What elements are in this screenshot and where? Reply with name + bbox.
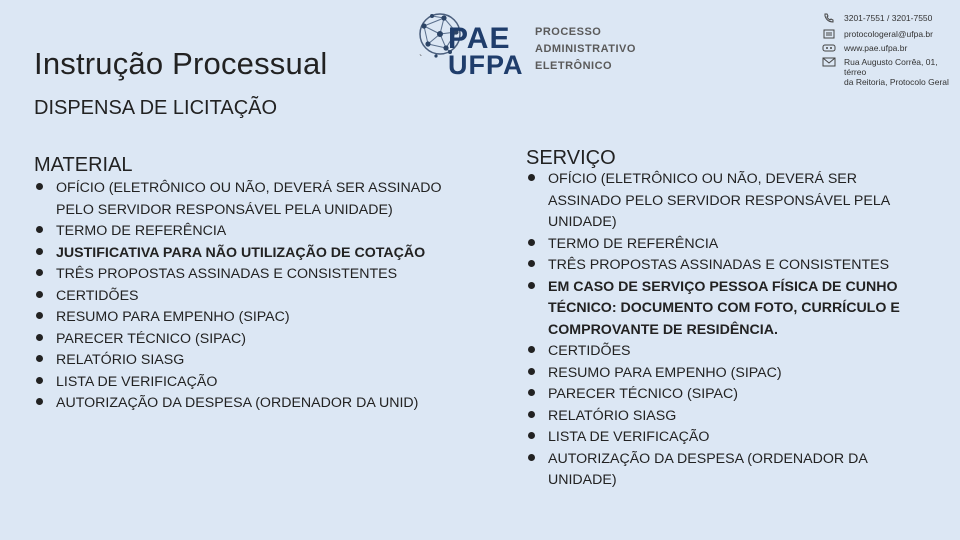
material-list-item: OFÍCIO (ELETRÔNICO OU NÃO, DEVERÁ SER ASSINADO PELO SERVIDOR RESPONSÁVEL PELA UNIDADE) [34, 178, 464, 221]
logo-pae-text: PAE [448, 22, 511, 55]
web-icon [822, 43, 836, 53]
material-list-item: AUTORIZAÇÃO DA DESPESA (ORDENADOR DA UNID) [34, 393, 464, 415]
contact-site [822, 43, 907, 53]
servico-list-item: AUTORIZAÇÃO DA DESPESA (ORDENADOR DA UNIDADE) [526, 449, 926, 492]
servico-list-item: EM CASO DE SERVIÇO PESSOA FÍSICA DE CUNHO TÉCNICO: DOCUMENTO COM FOTO, CURRÍCULO E COMPROVANTE DE RESIDÊNCIA. [526, 277, 926, 342]
logo-sub-3: ELETRÔNICO [535, 60, 613, 72]
servico-list-item: OFÍCIO (ELETRÔNICO OU NÃO, DEVERÁ SER ASSINADO PELO SERVIDOR RESPONSÁVEL PELA UNIDADE) [526, 169, 926, 234]
page-title: Instrução Processual [34, 46, 328, 81]
servico-list-item: CERTIDÕES [526, 341, 926, 363]
contact-site-text: www.pae.ufpa.br [844, 43, 908, 53]
logo-sub-1: PROCESSO [535, 26, 602, 38]
email-icon [822, 29, 836, 39]
servico-heading: SERVIÇO [526, 147, 616, 169]
servico-list-item: LISTA DE VERIFICAÇÃO [526, 427, 926, 449]
material-list-item: CERTIDÕES [34, 286, 464, 308]
contact-phone-text: 3201-7551 / 3201-7550 [844, 13, 933, 23]
contact-address-line1: Rua Augusto Corrêa, 01, térreo [844, 57, 938, 77]
phone-icon [822, 13, 836, 23]
contact-email-text: protocologeral@ufpa.br [844, 29, 933, 39]
contact-address-line2: da Reitoria, Protocolo Geral [844, 77, 949, 87]
servico-list [526, 169, 926, 492]
servico-list-item: RELATÓRIO SIASG [526, 406, 926, 428]
contact-address [822, 57, 958, 87]
page-subtitle: DISPENSA DE LICITAÇÃO [34, 97, 278, 119]
servico-list-item: PARECER TÉCNICO (SIPAC) [526, 384, 926, 406]
logo-sub-2: ADMINISTRATIVO [535, 43, 636, 55]
material-list-item: TRÊS PROPOSTAS ASSINADAS E CONSISTENTES [34, 264, 464, 286]
material-list-item: PARECER TÉCNICO (SIPAC) [34, 329, 464, 351]
servico-list-item: TERMO DE REFERÊNCIA [526, 234, 926, 256]
material-list-item: RESUMO PARA EMPENHO (SIPAC) [34, 307, 464, 329]
servico-list-item: TRÊS PROPOSTAS ASSINADAS E CONSISTENTES [526, 255, 926, 277]
material-heading: MATERIAL [34, 154, 133, 176]
material-list-item: LISTA DE VERIFICAÇÃO [34, 372, 464, 394]
contact-phone [822, 13, 932, 23]
material-list [34, 178, 464, 415]
stray-tick: ` [419, 54, 423, 65]
servico-list-item: RESUMO PARA EMPENHO (SIPAC) [526, 363, 926, 385]
material-list-item: RELATÓRIO SIASG [34, 350, 464, 372]
mail-envelope-icon [822, 57, 836, 67]
logo-ufpa-text: UFPA [448, 50, 524, 80]
contact-email [822, 29, 933, 39]
material-list-item: TERMO DE REFERÊNCIA [34, 221, 464, 243]
material-list-item: JUSTIFICATIVA PARA NÃO UTILIZAÇÃO DE COTAÇÃO [34, 243, 464, 265]
